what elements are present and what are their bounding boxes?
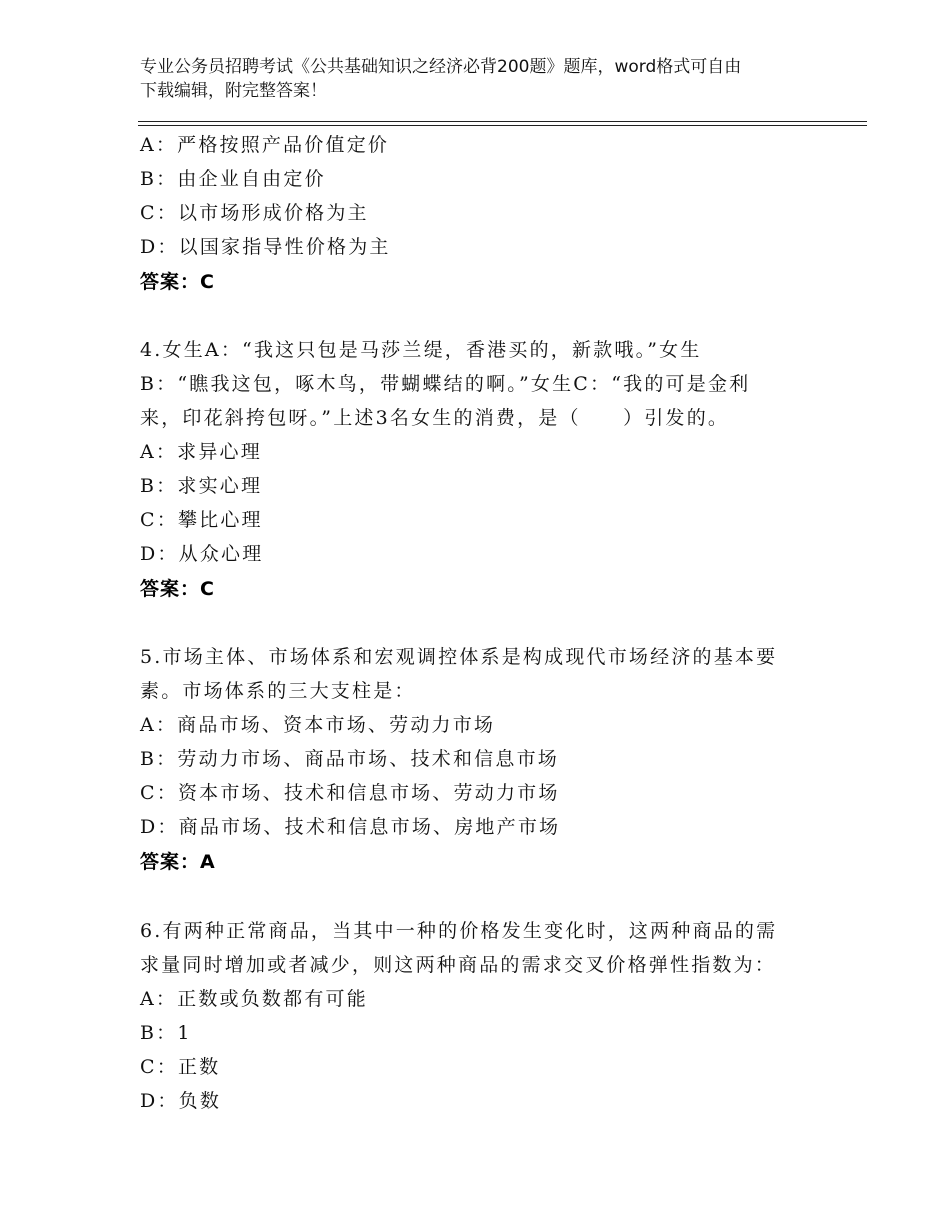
header-divider-top xyxy=(138,121,867,122)
q5-answer: 答案：A xyxy=(140,851,216,873)
q3-option-a: A：严格按照产品价值定价 xyxy=(140,134,390,156)
q4-option-d: D：从众心理 xyxy=(140,543,264,565)
document-header xyxy=(140,55,830,103)
q4-stem-line-2: B：“瞧我这包，啄木鸟，带蝴蝶结的啊。”女生C：“我的可是金利 xyxy=(140,373,751,395)
q3-answer: 答案：C xyxy=(140,271,215,293)
q4-answer: 答案：C xyxy=(140,578,215,600)
q5-option-b: B：劳动力市场、商品市场、技术和信息市场 xyxy=(140,748,559,770)
q4-option-b: B：求实心理 xyxy=(140,475,263,497)
q4-option-a: A：求异心理 xyxy=(140,441,262,463)
q5-option-d: D：商品市场、技术和信息市场、房地产市场 xyxy=(140,816,561,838)
q6-stem-line-1: 6.有两种正常商品，当其中一种的价格发生变化时，这两种商品的需 xyxy=(140,920,778,942)
q5-option-c: C：资本市场、技术和信息市场、劳动力市场 xyxy=(140,782,560,804)
q6-option-c: C：正数 xyxy=(140,1056,221,1078)
q4-stem-line-1: 4.女生A：“我这只包是马莎兰缇，香港买的，新款哦。”女生 xyxy=(140,339,702,361)
header-title-line-2: 下载编辑，附完整答案！ xyxy=(140,81,327,101)
header-divider-bottom xyxy=(138,125,867,126)
q4-stem-line-3: 来，印花斜挎包呀。”上述3名女生的消费，是（ ）引发的。 xyxy=(140,407,730,429)
q3-option-d: D：以国家指导性价格为主 xyxy=(140,236,391,258)
q6-option-d: D：负数 xyxy=(140,1090,222,1112)
header-title-line-1: 专业公务员招聘考试《公共基础知识之经济必背200题》题库，word格式可自由 xyxy=(140,57,742,77)
q3-option-c: C：以市场形成价格为主 xyxy=(140,202,369,224)
q5-stem-line-1: 5.市场主体、市场体系和宏观调控体系是构成现代市场经济的基本要 xyxy=(140,646,778,668)
q6-stem-line-2: 求量同时增加或者减少，则这两种商品的需求交叉价格弹性指数为： xyxy=(140,954,777,976)
q5-stem-line-2: 素。市场体系的三大支柱是： xyxy=(140,680,416,702)
q6-option-a: A：正数或负数都有可能 xyxy=(140,988,368,1010)
q4-option-c: C：攀比心理 xyxy=(140,509,263,531)
q3-option-b: B：由企业自由定价 xyxy=(140,168,326,190)
q5-option-a: A：商品市场、资本市场、劳动力市场 xyxy=(140,714,496,736)
q6-option-b: B：1 xyxy=(140,1022,192,1044)
